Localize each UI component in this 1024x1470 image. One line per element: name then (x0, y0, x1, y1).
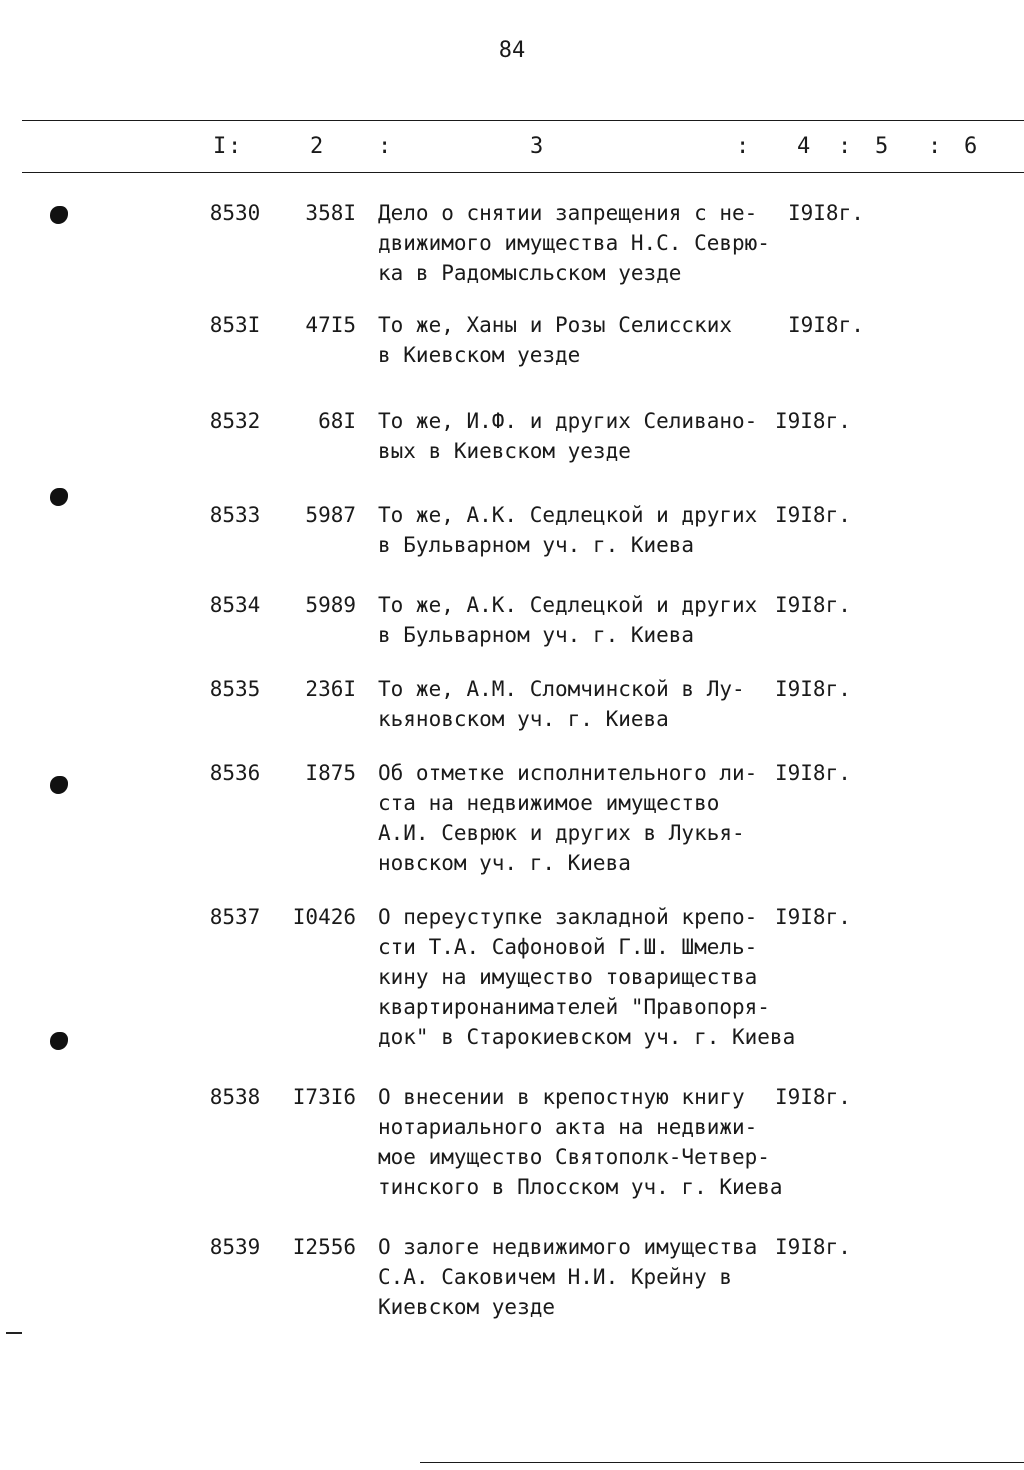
description-line: вых в Киевском уезде (378, 439, 631, 463)
record-number: 8535 (209, 677, 261, 701)
record-code: I73I6 (292, 1085, 356, 1109)
record-code: I875 (305, 761, 356, 785)
record-code: I0426 (292, 905, 356, 929)
record-year: I9I8г. (775, 905, 851, 929)
record-number: 853I (209, 313, 261, 337)
record-number: 8539 (209, 1235, 261, 1259)
record-description (378, 1232, 778, 1322)
description-line: кину на имущество товарищества (378, 965, 758, 989)
column-separator: : (228, 134, 242, 159)
description-line: док" в Старокиевском уч. г. Киева (378, 1025, 796, 1049)
record-number: 8537 (209, 905, 261, 929)
column-2-label: 2 (310, 134, 324, 159)
record-code: 68I (318, 409, 356, 433)
description-line: То же, Ханы и Розы Селисских (378, 313, 733, 337)
record-code: 5989 (305, 593, 356, 617)
record-year: I9I8г. (775, 761, 851, 785)
record-year: I9I8г. (775, 1235, 851, 1259)
description-line: А.И. Севрюк и других в Лукья- (378, 821, 745, 845)
description-line: О внесении в крепостную книгу (378, 1085, 745, 1109)
description-line: нотариального акта на недвижи- (378, 1115, 758, 1139)
description-line: То же, А.К. Седлецкой и других (378, 593, 758, 617)
column-separator: : (838, 134, 852, 159)
binder-hole-icon (50, 206, 68, 224)
description-line: тинского в Плосском уч. г. Киева (378, 1175, 783, 1199)
record-description (378, 406, 778, 466)
bottom-rule (420, 1462, 1024, 1463)
margin-mark (6, 1332, 22, 1334)
description-line: в Бульварном уч. г. Киева (378, 623, 695, 647)
record-code: 358I (305, 201, 356, 225)
description-line: сти Т.А. Сафоновой Г.Ш. Шмель- (378, 935, 758, 959)
record-year: I9I8г. (788, 201, 864, 225)
description-line: О переуступке закладной крепо- (378, 905, 758, 929)
binder-hole-icon (50, 1032, 68, 1050)
column-5-label: 5 (875, 134, 889, 159)
record-code: 5987 (305, 503, 356, 527)
column-separator: : (736, 134, 750, 159)
column-1-label: I (213, 134, 227, 159)
binder-hole-icon (50, 776, 68, 794)
record-description (378, 758, 778, 878)
description-line: кьяновском уч. г. Киева (378, 707, 669, 731)
record-description (378, 1082, 783, 1202)
description-line: в Бульварном уч. г. Киева (378, 533, 695, 557)
record-code: 47I5 (305, 313, 356, 337)
top-rule (22, 120, 1024, 121)
description-line: мое имущество Святополк-Четвер- (378, 1145, 770, 1169)
column-4-label: 4 (797, 134, 811, 159)
record-number: 8533 (209, 503, 261, 527)
page-number: 84 (498, 38, 526, 63)
column-6-label: 6 (964, 134, 978, 159)
description-line: новском уч. г. Киева (378, 851, 631, 875)
column-separator: : (378, 134, 392, 159)
column-header (0, 134, 1024, 164)
record-description (378, 674, 778, 734)
description-line: О залоге недвижимого имущества (378, 1235, 758, 1259)
record-code: I2556 (292, 1235, 356, 1259)
binder-hole-icon (50, 488, 68, 506)
description-line: Об отметке исполнительного ли- (378, 761, 758, 785)
record-year: I9I8г. (775, 1085, 851, 1109)
column-3-label: 3 (530, 134, 544, 159)
record-number: 8538 (209, 1085, 261, 1109)
record-year: I9I8г. (775, 593, 851, 617)
description-line: квартиронанимателей "Правопоря- (378, 995, 770, 1019)
description-line: в Киевском уезде (378, 343, 581, 367)
record-year: I9I8г. (775, 503, 851, 527)
record-number: 8530 (209, 201, 261, 225)
description-line: То же, А.К. Седлецкой и других (378, 503, 758, 527)
description-line: То же, И.Ф. и других Селивано- (378, 409, 758, 433)
record-year: I9I8г. (775, 677, 851, 701)
record-number: 8532 (209, 409, 261, 433)
description-line: движимого имущества Н.С. Севрю- (378, 231, 770, 255)
record-year: I9I8г. (788, 313, 864, 337)
record-description (378, 310, 778, 370)
record-code: 236I (305, 677, 356, 701)
header-rule (22, 172, 1024, 173)
column-separator: : (928, 134, 942, 159)
record-description (378, 902, 796, 1052)
record-number: 8536 (209, 761, 261, 785)
record-year: I9I8г. (775, 409, 851, 433)
description-line: ка в Радомысльском уезде (378, 261, 682, 285)
description-line: То же, А.М. Сломчинской в Лу- (378, 677, 745, 701)
record-description (378, 198, 778, 288)
description-line: ста на недвижимое имущество (378, 791, 720, 815)
record-number: 8534 (209, 593, 261, 617)
record-description (378, 590, 778, 650)
description-line: Киевском уезде (378, 1295, 556, 1319)
record-description (378, 500, 778, 560)
description-line: Дело о снятии запрещения с не- (378, 201, 758, 225)
description-line: С.А. Саковичем Н.И. Крейну в (378, 1265, 733, 1289)
